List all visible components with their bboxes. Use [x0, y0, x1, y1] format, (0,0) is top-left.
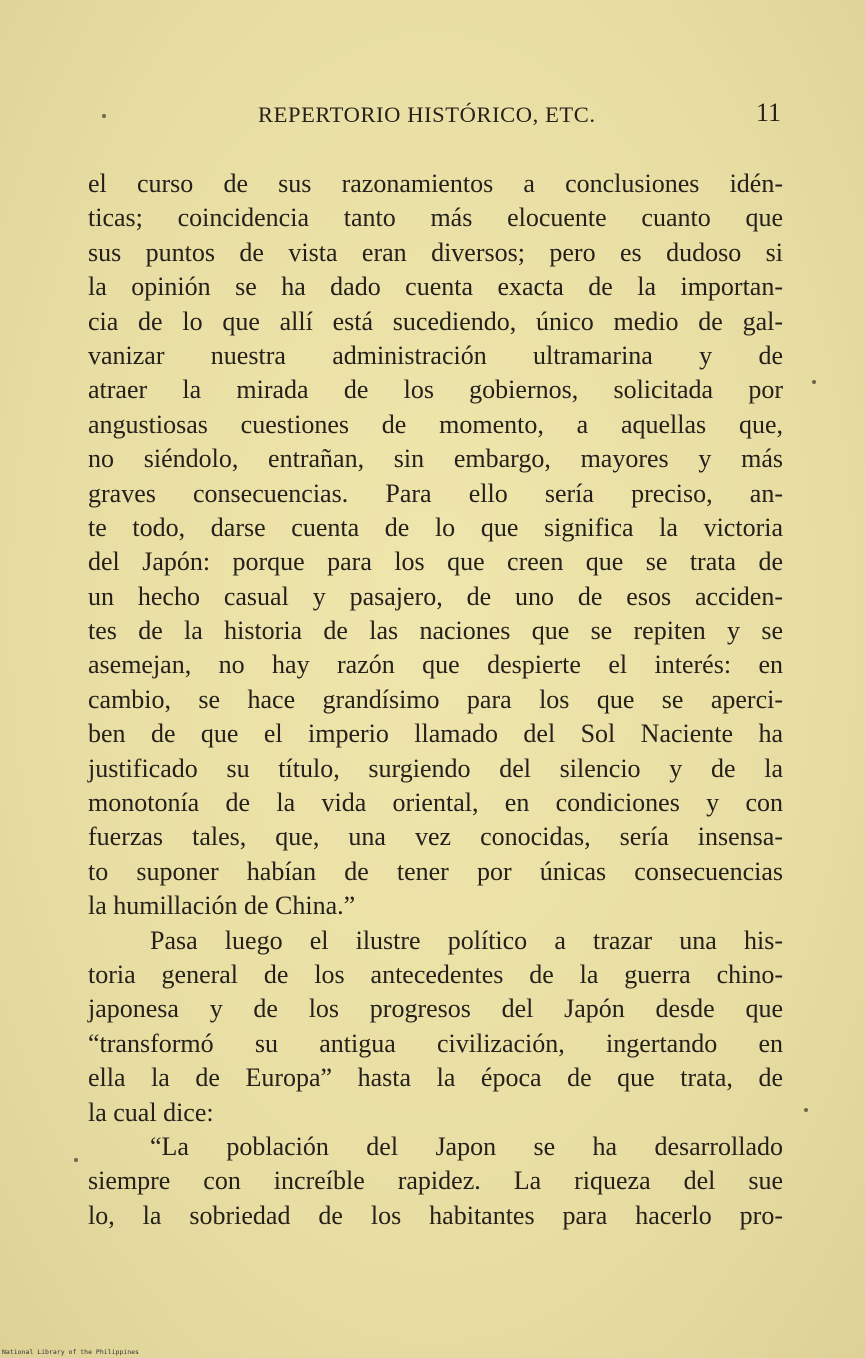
paper-speck [102, 114, 106, 118]
text-line: sus puntos de vista eran diversos; pero es dudoso si [88, 237, 783, 267]
text-line: angustiosas cuestiones de momento, a aquellas que, [88, 409, 783, 439]
paper-speck [804, 1108, 808, 1112]
text-line: asemejan, no hay razón que despierte el interés: en [88, 650, 783, 680]
text-line: la cual dice: [88, 1097, 214, 1127]
page-header [88, 98, 783, 138]
text-line: fuerzas tales, que, una vez conocidas, sería insensa- [88, 822, 783, 852]
text-line: monotonía de la vida oriental, en condiciones y con [88, 788, 783, 818]
paper-speck [812, 380, 816, 384]
text-line: un hecho casual y pasajero, de uno de esos acciden- [88, 581, 783, 611]
text-line: “La población del Japon se ha desarrollado [150, 1131, 783, 1161]
text-line: del Japón: porque para los que creen que se trata de [88, 547, 783, 577]
text-line: japonesa y de los progresos del Japón desde que [88, 994, 783, 1024]
text-line: lo, la sobriedad de los habitantes para hacerlo pro- [88, 1200, 783, 1230]
text-line: tes de la historia de las naciones que se repiten y se [88, 616, 783, 646]
text-line: atraer la mirada de los gobiernos, solicitada por [88, 375, 783, 405]
text-line: no siéndolo, entrañan, sin embargo, mayores y más [88, 444, 783, 474]
text-line: te todo, darse cuenta de lo que significa la victoria [88, 512, 783, 542]
text-line: ben de que el imperio llamado del Sol Naciente ha [88, 719, 783, 749]
paper-speck [74, 1158, 78, 1162]
text-line: siempre con increíble rapidez. La riqueza del sue [88, 1166, 783, 1196]
running-head: REPERTORIO HISTÓRICO, ETC. [258, 102, 596, 127]
text-line: toria general de los antecedentes de la guerra chino- [88, 959, 783, 989]
text-line: “transformó su antigua civilización, ingertando en [88, 1028, 783, 1058]
text-line: la humillación de China.” [88, 891, 356, 921]
text-line: vanizar nuestra administración ultramarina y de [88, 340, 783, 370]
text-line: la opinión se ha dado cuenta exacta de la importan- [88, 272, 783, 302]
text-line: justificado su título, surgiendo del silencio y de la [88, 753, 783, 783]
page-number: 11 [755, 98, 781, 127]
text-line: Pasa luego el ilustre político a trazar una his- [150, 925, 783, 955]
text-line: cia de lo que allí está sucediendo, único medio de gal- [88, 306, 783, 336]
text-line: cambio, se hace grandísimo para los que se aperci- [88, 684, 783, 714]
text-line: to suponer habían de tener por únicas consecuencias [88, 856, 783, 886]
text-line: graves consecuencias. Para ello sería preciso, an- [88, 478, 783, 508]
text-line: ticas; coincidencia tanto más elocuente cuanto que [88, 203, 783, 233]
text-line: ella la de Europa” hasta la época de que trata, de [88, 1063, 783, 1093]
footer-attribution: National Library of the Philippines [2, 1348, 139, 1356]
body-text [88, 167, 783, 1233]
text-line: el curso de sus razonamientos a conclusiones idén- [88, 169, 783, 198]
